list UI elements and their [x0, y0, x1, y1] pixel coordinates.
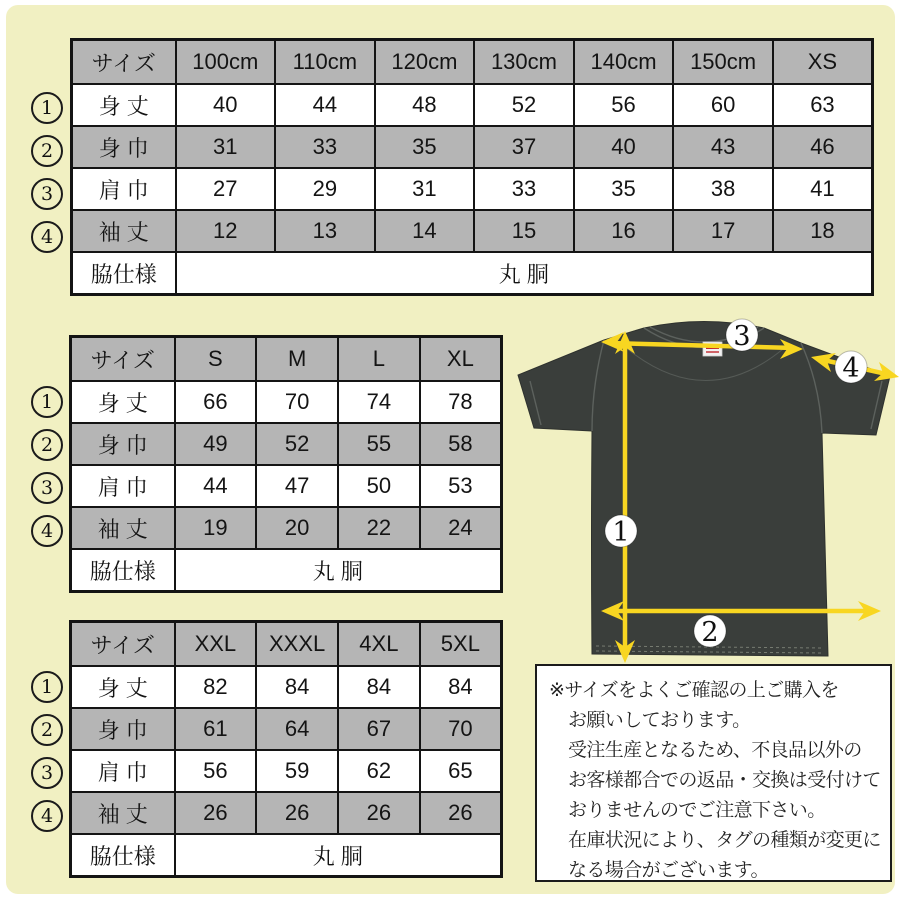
table-cell: 26	[338, 792, 420, 834]
tshirt-graphic	[518, 322, 890, 657]
table-header-cell: 150cm	[673, 40, 773, 85]
row-marker-3: 3	[31, 178, 63, 210]
table-cell: 63	[773, 84, 873, 126]
table-cell: 20	[256, 507, 338, 549]
table-cell: 84	[338, 666, 420, 708]
row-marker-3: 3	[31, 757, 63, 789]
row-marker-4: 4	[31, 515, 63, 547]
table-cell: 65	[420, 750, 502, 792]
table-header-cell: 5XL	[420, 622, 502, 667]
table-cell: 15	[474, 210, 574, 252]
table-cell: 62	[338, 750, 420, 792]
table-cell: 13	[275, 210, 375, 252]
background-canvas	[6, 5, 895, 894]
table-header-cell: S	[175, 337, 257, 382]
table-cell: 19	[175, 507, 257, 549]
diagram-marker-3	[726, 319, 758, 352]
row-label: 袖 丈	[71, 792, 175, 834]
notice-line: ※サイズをよくご確認の上ご購入を	[549, 680, 839, 701]
table-header-cell: 120cm	[375, 40, 475, 85]
notice-line: おりませんのでご注意下さい。	[568, 800, 826, 821]
table-cell: 35	[574, 168, 674, 210]
table-header-cell: 140cm	[574, 40, 674, 85]
table-cell: 58	[420, 423, 502, 465]
row-label: 袖 丈	[72, 210, 176, 252]
table-cell: 82	[175, 666, 257, 708]
table-cell: 49	[175, 423, 257, 465]
table-cell: 46	[773, 126, 873, 168]
table-cell: 31	[176, 126, 276, 168]
table-header-cell: 100cm	[176, 40, 276, 85]
table-cell: 35	[375, 126, 475, 168]
table-cell: 14	[375, 210, 475, 252]
table-cell: 33	[275, 126, 375, 168]
table-header-cell: 4XL	[338, 622, 420, 667]
diagram-marker-1	[605, 515, 637, 548]
row-label: 身 丈	[71, 666, 175, 708]
table-cell: 70	[256, 381, 338, 423]
table-cell: 64	[256, 708, 338, 750]
table-cell: 84	[256, 666, 338, 708]
table-header-cell: サイズ	[71, 622, 175, 667]
size-table-adult	[69, 335, 503, 593]
notice-box	[535, 664, 892, 882]
notice-line: 受注生産となるため、不良品以外の	[568, 740, 862, 761]
table-cell: 74	[338, 381, 420, 423]
table-cell: 40	[574, 126, 674, 168]
table-cell: 53	[420, 465, 502, 507]
size-table-kids	[70, 38, 874, 296]
diagram-marker-digit: 1	[612, 517, 630, 548]
row-marker-4: 4	[31, 221, 63, 253]
row-label: 身 丈	[72, 84, 176, 126]
table-cell: 52	[256, 423, 338, 465]
table-cell: 56	[175, 750, 257, 792]
diagram-marker-digit: 4	[842, 353, 860, 384]
table-cell: 26	[175, 792, 257, 834]
table-cell: 70	[420, 708, 502, 750]
notice-line: 在庫状況により、タグの種類が変更に	[568, 830, 881, 851]
row-marker-1: 1	[31, 92, 63, 124]
table-cell: 26	[256, 792, 338, 834]
table-header-cell: サイズ	[72, 40, 176, 85]
table-cell: 66	[175, 381, 257, 423]
row-label: 肩 巾	[72, 168, 176, 210]
table-cell: 55	[338, 423, 420, 465]
table-cell-merged: 丸 胴	[176, 252, 873, 295]
table-cell: 84	[420, 666, 502, 708]
table-header-cell: 110cm	[275, 40, 375, 85]
table-cell: 56	[574, 84, 674, 126]
table-cell: 44	[175, 465, 257, 507]
table-cell: 50	[338, 465, 420, 507]
row-label: 肩 巾	[71, 465, 175, 507]
row-marker-2: 2	[31, 135, 63, 167]
table-cell: 43	[673, 126, 773, 168]
size-table-large	[69, 620, 503, 878]
table-header-cell: XL	[420, 337, 502, 382]
table-cell: 38	[673, 168, 773, 210]
table-cell: 60	[673, 84, 773, 126]
table-cell: 78	[420, 381, 502, 423]
row-label: 身 巾	[72, 126, 176, 168]
row-label: 脇仕様	[72, 252, 176, 295]
table-cell: 31	[375, 168, 475, 210]
table-cell: 40	[176, 84, 276, 126]
table-cell: 59	[256, 750, 338, 792]
table-cell: 17	[673, 210, 773, 252]
notice-line: お客様都合での返品・交換は受付けて	[568, 770, 881, 791]
row-label: 肩 巾	[71, 750, 175, 792]
row-marker-3: 3	[31, 472, 63, 504]
table-cell: 22	[338, 507, 420, 549]
table-cell: 37	[474, 126, 574, 168]
table-cell: 33	[474, 168, 574, 210]
table-cell: 26	[420, 792, 502, 834]
notice-line: なる場合がございます。	[568, 860, 769, 881]
row-marker-1: 1	[31, 671, 63, 703]
tshirt-measurement-diagram	[509, 313, 900, 665]
row-label: 袖 丈	[71, 507, 175, 549]
table-cell: 18	[773, 210, 873, 252]
table-cell: 24	[420, 507, 502, 549]
table-cell: 67	[338, 708, 420, 750]
notice-line: お願いしております。	[568, 710, 751, 731]
table-cell: 27	[176, 168, 276, 210]
row-marker-4: 4	[31, 800, 63, 832]
table-header-cell: XS	[773, 40, 873, 85]
row-label: 身 丈	[71, 381, 175, 423]
table-cell: 47	[256, 465, 338, 507]
row-label: 身 巾	[71, 708, 175, 750]
diagram-marker-digit: 2	[701, 617, 719, 648]
table-header-cell: XXXL	[256, 622, 338, 667]
table-header-cell: L	[338, 337, 420, 382]
table-cell-merged: 丸 胴	[175, 549, 502, 592]
table-cell: 12	[176, 210, 276, 252]
row-label: 身 巾	[71, 423, 175, 465]
diagram-marker-digit: 3	[733, 321, 751, 352]
diagram-marker-2	[694, 615, 726, 648]
diagram-marker-4	[835, 351, 867, 384]
table-cell: 61	[175, 708, 257, 750]
row-label: 脇仕様	[71, 834, 175, 877]
row-marker-2: 2	[31, 429, 63, 461]
table-cell: 48	[375, 84, 475, 126]
table-header-cell: M	[256, 337, 338, 382]
table-cell: 41	[773, 168, 873, 210]
table-cell: 29	[275, 168, 375, 210]
row-marker-1: 1	[31, 386, 63, 418]
table-cell-merged: 丸 胴	[175, 834, 502, 877]
table-cell: 52	[474, 84, 574, 126]
table-cell: 16	[574, 210, 674, 252]
table-header-cell: サイズ	[71, 337, 175, 382]
row-marker-2: 2	[31, 714, 63, 746]
table-header-cell: XXL	[175, 622, 257, 667]
table-header-cell: 130cm	[474, 40, 574, 85]
row-label: 脇仕様	[71, 549, 175, 592]
table-cell: 44	[275, 84, 375, 126]
